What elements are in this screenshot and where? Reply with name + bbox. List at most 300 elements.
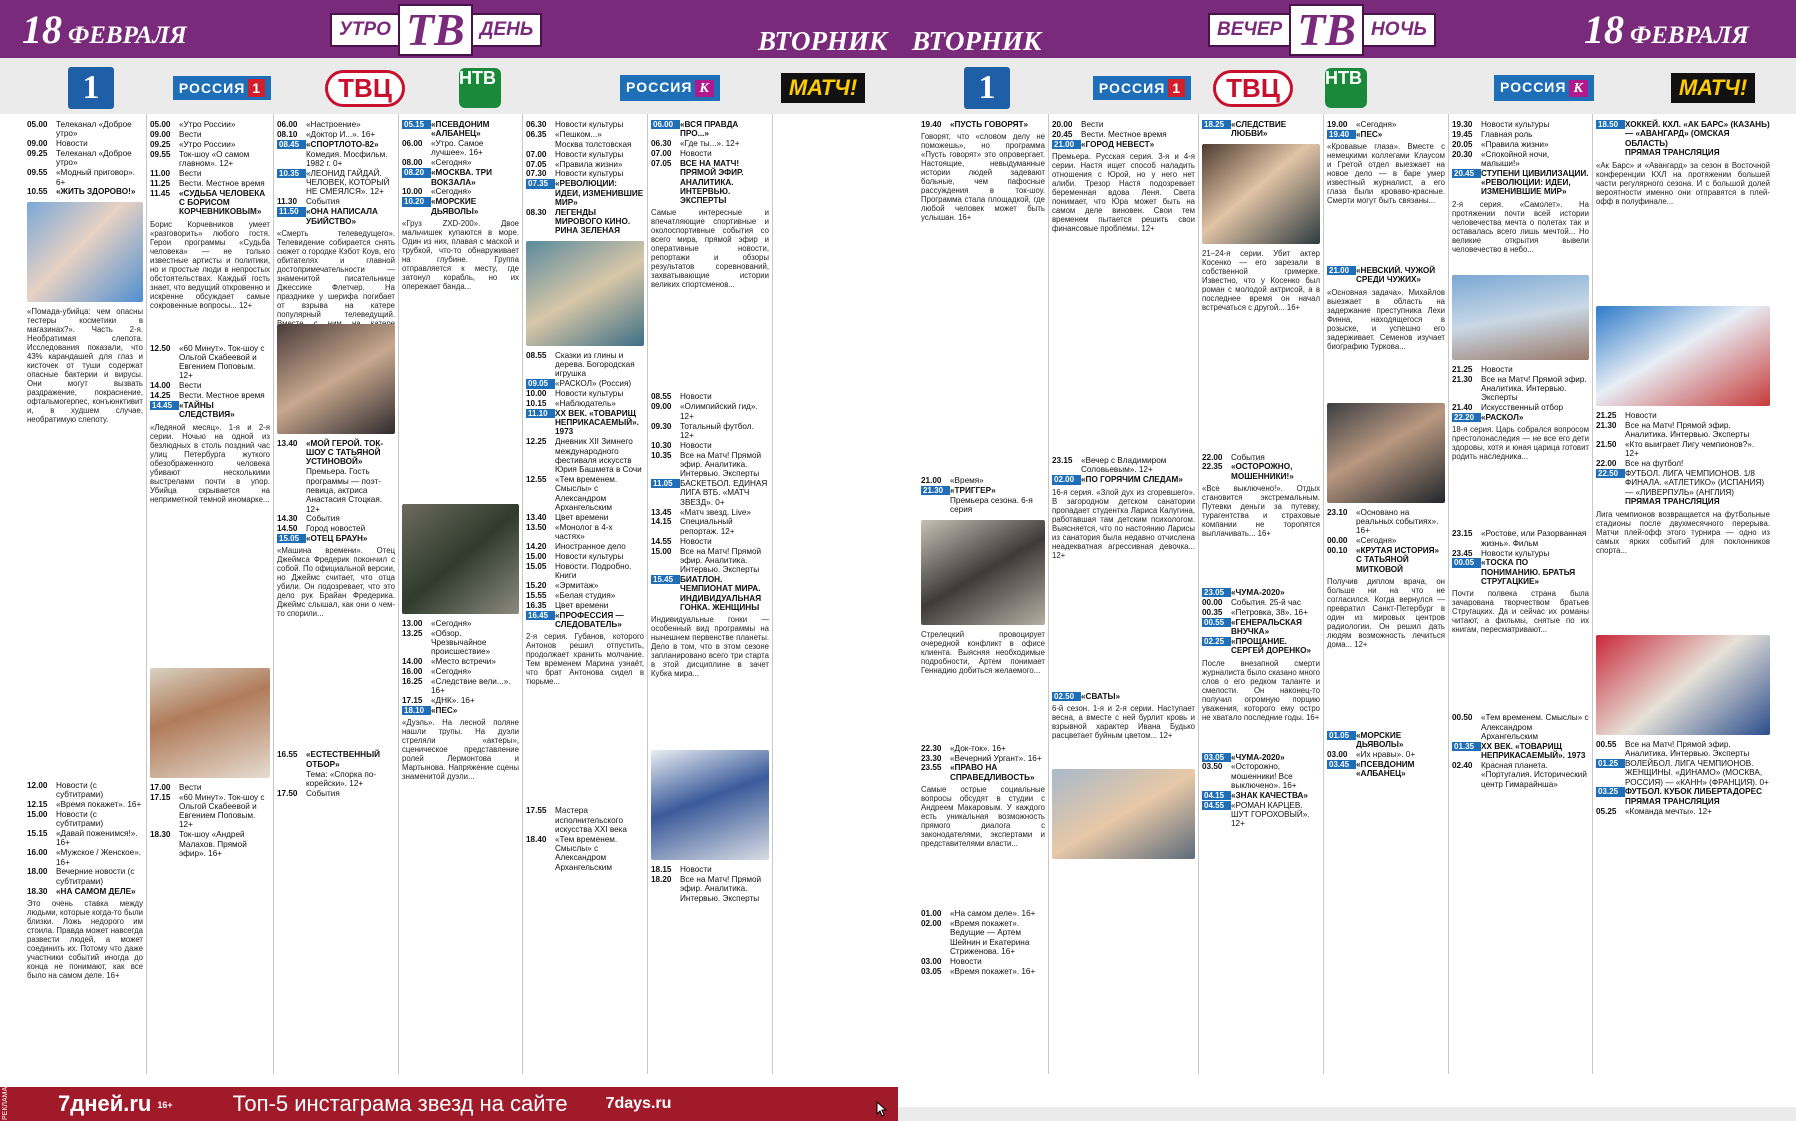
program-row [277,439,395,467]
program-title: «ПЕС» [1356,129,1383,139]
program-title: Все на Матч! Прямой эфир. Аналитика. Интервью. Эксперты [1481,374,1587,403]
program-row [1452,120,1589,129]
program-time: 06.00 [277,120,298,129]
program-time: 02.40 [1452,760,1473,770]
program-title: Специальный репортаж. 12+ [680,517,735,536]
program-time: 23.15 [1052,456,1073,466]
program-time: 21.40 [1452,403,1473,413]
program-title: «ПУСТЬ ГОВОРЯТ» [950,120,1029,129]
program-title: «Спокойной ночи, малыши!» [1481,149,1550,168]
program-time: 01.35 [1452,742,1481,751]
program-time: 10.15 [526,398,547,408]
program-title: Красная планета. «Португалия. Исторический центр Гимарайнша» [1481,760,1587,789]
program-title: Премьера. Гость программы — поэт-певица, актриса Анастасия Стоцкая. 12+ [306,467,383,514]
program-description: Индивидуальные гонки — особенный вид программы на нынешнем первенстве планеты. Дело в том, что в этом сезоне запланировано всего три старта в этой дисциплине в зачет Кубка мира... [651,615,769,679]
program-title: События [306,197,340,207]
day-of-week: ВТОРНИК [912,26,1042,56]
program-row [1202,753,1320,762]
program-time: 13.40 [277,438,298,448]
program-row [150,130,270,139]
program-title: Все на Матч! Прямой эфир. Аналитика. Интервью. Эксперты [680,875,762,903]
program-row [526,552,644,561]
program-title: «РАСКОЛ» (Россия) [555,379,632,389]
program-title: Новости [680,392,712,402]
program-row [651,451,769,479]
program-description: «Дуэль». На лесной поляне нашли трупы. На дуэли стреляли «актеры», сценическое представление ролей Лермонтова и Мартынова. Напряжение сцены знаменитой дуэли... [402,718,519,782]
program-title: «ПРОФЕССИЯ — СЛЕДОВАТЕЛЬ» [555,610,624,629]
program-row [526,542,644,551]
program-time: 10.30 [651,440,672,450]
program-title: Мастера исполнительского искусства ХХI века [555,806,627,834]
program-row [1452,742,1589,761]
program-row [1327,130,1445,139]
program-row [277,197,395,206]
program-title: Тема: «Спорка по-корейски». 12+ [306,769,377,788]
program-time: 00.00 [1202,597,1223,607]
program-row [921,486,1045,495]
program-time: 01.25 [1596,759,1625,768]
program-row [651,149,769,158]
program-time: 12.50 [150,343,171,353]
program-time: 15.20 [526,580,547,590]
program-row [651,392,769,401]
program-time: 08.55 [651,392,672,402]
program-time: 00.10 [1327,546,1348,556]
program-row [1202,453,1320,462]
program-row [402,158,519,167]
program-time: 21.30 [921,486,950,495]
program-title: «Время покажет». Ведущие — Артем Шейнин и Екатерина Стриженова. 16+ [950,918,1030,956]
program-title: «На самом деле». 16+ [950,909,1036,919]
program-title: Комедия. Мосфильм. 1982 г. 0+ [306,149,388,168]
program-title: «Правила жизни» [555,159,623,169]
program-row [150,344,270,381]
program-row [526,611,644,630]
program-title: ВОЛЕЙБОЛ. ЛИГА ЧЕМПИОНОВ. ЖЕНЩИНЫ. «ДИНАМО» (МОСКВА, РОССИЯ) — «КАНН» (ФРАНЦИЯ). 0+ [1625,758,1769,787]
program-title: Дневник ХII Зимнего международного фестиваля искусств Юрия Башмета в Сочи [555,437,642,475]
program-description: Самые интересные и впечатляющие спортивные и околоспортивные события со всего мира, прямой эфир и оперативные новости, репортажи и обзоры результатов соревнований, захватывающие истории великих спортсменов... [651,208,769,290]
program-row [150,793,270,830]
channel-logo-ntv: НТВ [450,68,510,108]
program-title: «Вечерний Ургант». 16+ [950,753,1042,763]
program-time: 14.30 [277,514,298,524]
channel-logo-1tv: 1 [962,68,1012,108]
program-time: 06.30 [526,120,547,129]
program-time: 08.45 [277,140,306,149]
page-right [898,0,1796,1121]
program-title: «Мужское / Женское». 16+ [56,848,142,867]
program-row [526,389,644,398]
footer-link[interactable]: 7days.ru [605,1095,672,1112]
program-row [1452,713,1589,741]
program-time: 00.50 [1452,713,1473,723]
program-time: 14.50 [277,524,298,534]
logo-word-left: УТРО [330,13,400,47]
channel-logo-match: МАТЧ! [1658,68,1768,108]
program-time: 13.25 [402,628,423,638]
program-row [277,514,395,523]
program-description: 6-й сезон. 1-я и 2-я серии. Наступает весна, а вместе с ней бурлит кровь и взрывной характер Ивана Будько расцветает буйным цветом... 12+ [1052,703,1195,740]
program-row [651,547,769,575]
program-row [1202,598,1320,607]
program-time: 05.25 [1596,807,1617,817]
program-row [651,139,769,148]
program-time: 16.55 [277,750,298,760]
program-row [27,829,143,848]
schedule-column-1tv [24,120,146,1070]
program-time: 15.05 [277,534,306,543]
program-title: Вести [179,381,202,391]
program-description: «Помада-убийца: чем опасны тестеры косметики в магазинах?». Часть 2-я. Необратимая слепота. Исследования показали, что 43% карандашей для глаз и кисточек от туши содержат опасные бактерии и вирусы. Они могут вызвать раздражение, покраснение, офтальмогерпес, конъюнктивит и, в худшем случае, необратимую слепоту. [27,306,143,424]
schedule-column-match [1593,120,1773,1070]
program-row [402,629,519,657]
program-row [150,179,270,188]
program-row [651,479,769,507]
program-title: ВСЕ НА МАТЧ! ПРЯМОЙ ЭФИР. АНАЛИТИКА. ИНТЕРВЬЮ. ЭКСПЕРТЫ [680,158,744,206]
program-time: 07.00 [526,149,547,159]
program-time: 16.25 [402,677,423,687]
program-row [1327,508,1445,536]
program-description: Получив диплом врача, он больше ни на что не согласился. Когда вернулся — превратил Санкт-Петербург в один из мировых центров радиологии. Он решил дать людям возможность лечиться дома... 12+ [1327,577,1445,650]
program-time: 20.05 [1452,139,1473,149]
program-title: «Петровка, 38». 16+ [1231,607,1308,617]
logo-word-right: ДЕНЬ [471,13,543,47]
program-title: «Сегодня» [1356,536,1397,546]
program-title: События [306,514,340,524]
program-title: ПРЯМАЯ ТРАНСЛЯЦИЯ [1625,497,1720,507]
program-row [921,919,1045,956]
program-title: «Их нравы». 0+ [1356,750,1416,760]
program-row [651,508,769,517]
program-time: 18.10 [402,706,431,715]
program-row [27,848,143,867]
program-title: Новости культуры [555,389,624,399]
program-row [526,562,644,581]
program-time: 08.00 [402,158,423,168]
program-row [27,781,143,800]
program-time: 03.05 [1202,753,1231,762]
program-time: 07.00 [651,149,672,159]
program-description: «Ледяной месяц». 1-я и 2-я серии. Ночью на одной из безлюдных в столь поздний час улиц Петербурга жуткого обезображенного человека убивают несколькими выстрелами почти в упор. Убийца скрывается на неприметной темной иномарке... [150,422,270,504]
program-time: 11.50 [277,207,306,216]
header-date [22,6,187,53]
photo-program [1202,144,1320,244]
program-row [402,168,519,187]
program-title: «ГОРОД НЕВЕСТ» [1081,139,1155,149]
program-description: 16-я серия. «Злой дух из сгоревшего». В загородном детском санатории пропадает студентка Лариса Калугина, работавшая там детским психологом. Выясняется, что по настоянию Ларисы из санатория была недавно отчислена неадекватная агрессивная девочка... 12+ [1052,487,1195,560]
program-time: 12.55 [526,475,547,485]
program-title: «Утро. Самое лучшее». 16+ [431,139,484,158]
channel-logo-tvc: ТВЦ [320,68,410,108]
program-row [526,601,644,610]
program-description: «Все выключено!». Отдых становится экстремальным. Путевки деньги за путевку, турагентства и страховые компании не торопятся выплачивать... 16+ [1202,484,1320,539]
program-row [1596,759,1770,787]
program-title: «СЛЕДСТВИЕ ЛЮБВИ» [1231,120,1287,139]
program-time: 07.05 [526,159,547,169]
program-row [1202,120,1320,139]
program-row [1052,130,1195,139]
program-title: «МОРСКИЕ ДЬЯВОЛЫ» [1356,731,1404,750]
program-description: Борис Корчевников умеет «разговорить» любого гостя. Герои программы «Судьба человека» — не только известные артисты и политики, но и простые люди в непростых обстоятельствах. Каждый гость знает, что ведущий откровенно и искренне обсуждает самые сокровенные вопросы... 12+ [150,219,270,310]
program-title: Вести [1081,120,1104,129]
program-row [277,750,395,769]
program-time: 02.00 [921,918,942,928]
program-description: «Груз ZXD-200». Двое мальчишек купаются в море. Один из них, плавая с маской и трубкой, что-то обнаруживает на глубине. Группа отправляется к месту, где затонул корабль, но их опережает банда... [402,218,519,291]
program-title: Вести [179,168,202,178]
program-title: Искусственный отбор [1481,403,1564,413]
program-time: 21.25 [1596,410,1617,420]
program-title: «Основано на реальных событиях». 16+ [1356,507,1439,536]
program-time: 14.20 [526,542,547,551]
program-title: Тотальный футбол. 12+ [680,421,754,440]
program-row [526,150,644,159]
program-time: 00.55 [1596,739,1617,749]
program-row [150,830,270,858]
program-title: «60 Минут». Ток-шоу с Ольгой Скабеевой и Евгением Поповым. 12+ [179,343,265,381]
program-row [1452,169,1589,197]
program-title: Город новостей [306,524,366,534]
photo-program [1452,275,1589,360]
program-title: «ПРОЩАНИЕ. СЕРГЕЙ ДОРЕНКО» [1231,636,1312,656]
program-row [150,783,270,792]
program-time: 11.45 [150,188,171,198]
program-row [526,160,644,169]
program-title: «МОРСКИЕ ДЬЯВОЛЫ» [431,197,479,216]
program-time: 14.15 [651,517,672,527]
program-row [277,770,395,789]
program-title: «Правила жизни» [1481,139,1549,149]
program-row [526,409,644,437]
program-time: 19.40 [921,120,942,129]
program-title: Новости [950,956,982,966]
program-row [402,120,519,139]
program-time: 02.50 [1052,692,1081,701]
program-description: 21–24-я серии. Убит актер Косенко — его зарезали в собственной гримерке. Известно, что у Косенко был роман с молодой актрисой, а в последнее время он начал встречаться с другой... 16+ [1202,248,1320,312]
program-row [526,523,644,542]
program-time: 05.00 [27,120,48,129]
program-time: 00.05 [1452,558,1481,567]
program-row [651,422,769,441]
program-time: 20.45 [1452,169,1481,178]
program-row [651,159,769,205]
footer-ad-banner[interactable] [0,1087,898,1121]
program-row [277,467,395,513]
program-time: 09.55 [27,168,48,178]
program-row [150,401,270,420]
channel-logo-ntv: НТВ [1316,68,1376,108]
program-time: 08.20 [402,168,431,177]
program-title: Новости культуры [1481,548,1550,558]
logo-word-right: НОЧЬ [1362,13,1436,47]
program-time: 08.10 [277,129,298,139]
program-time: 14.00 [402,657,423,667]
program-row [1596,807,1770,816]
program-row [1052,475,1195,484]
program-time: 13.40 [526,512,547,522]
program-title: «РОМАН КАРЦЕВ. ШУТ ГОРОХОВЫЙ». 12+ [1231,800,1310,829]
program-time: 23.55 [921,763,942,773]
program-row [1202,637,1320,656]
program-title: События [1231,452,1265,462]
program-time: 07.30 [526,169,547,179]
program-time: 08.30 [526,207,547,217]
program-row [1327,120,1445,129]
program-title: «Вечер с Владимиром Соловьевым». 12+ [1081,456,1167,475]
program-title: «ПЕС» [431,706,458,716]
program-title: ПРЯМАЯ ТРАНСЛЯЦИЯ [1625,148,1720,158]
program-time: 21.00 [921,476,942,486]
program-title: «Сегодня» [431,618,472,628]
schedule-column-russiak [1449,120,1592,1070]
program-description: Премьера. Русская серия. 3-я и 4-я серии. Настя ищет способ наладить отношения с Юрой, но у него нет алиби. Трезор Настя подозревает беременная вдова Леня. Света понимает, что Юра может быть на самом деле виновен. Свои тем временем пытается решить свои финансовые проблемы. 12+ [1052,152,1195,234]
program-title: «МОЙ ГЕРОЙ. ТОК-ШОУ С ТАТЬЯНОЙ УСТИНОВОЙ» [306,438,384,467]
program-title: Новости [56,139,88,149]
program-row [526,475,644,512]
program-title: «Сегодня» [1356,120,1397,129]
program-description: «Машина времени». Отец Джеймса Фредерик покончил с собой. По официальной версии, но Джеймс считает, что отца убили. Он подозревает, что это дело рук Брайан Фредерика. Джеймс слышал, как они о чем-то спорили... [277,546,395,619]
program-row [150,381,270,390]
program-title: Новости [680,865,712,875]
program-time: 21.30 [1452,374,1473,384]
program-title: События. 25-й час [1231,597,1301,607]
program-row [150,391,270,400]
program-title: «Кто выиграет Лигу чемпионов?». 12+ [1625,439,1755,459]
logo-tv: ТВ [1289,4,1364,56]
channel-logo-1tv: 1 [66,68,116,108]
program-row [526,513,644,522]
program-time: 22.20 [1452,413,1481,422]
program-title: Новости культуры [555,169,624,179]
program-time: 09.00 [27,139,48,149]
program-title: «РЕВОЛЮЦИИ: ИДЕИ, ИЗМЕНИВШИЕ МИР» [555,179,644,207]
program-time: 11.05 [651,479,680,488]
program-title: Цвет времени [555,600,609,610]
program-time: 00.55 [1202,618,1231,627]
program-time: 15.05 [526,561,547,571]
program-title: Вести. Местное время [179,178,265,188]
program-time: 21.30 [1596,420,1617,430]
program-time: 11.30 [277,197,298,207]
footer-site: 7дней.ru 16+ [58,1091,173,1116]
program-row [651,402,769,421]
program-row [277,534,395,543]
date-month: ФЕВРАЛЯ [68,22,187,49]
program-row [402,197,519,216]
program-row [921,476,1045,485]
program-row [1052,140,1195,149]
program-title: «ЗНАК КАЧЕСТВА» [1231,790,1308,800]
program-title: «ЛЕОНИД ГАЙДАЙ. ЧЕЛОВЕК, КОТОРЫЙ НЕ СМЕЯЛСЯ». 12+ [306,168,390,197]
program-title: Вечерние новости (с субтитрами) [56,867,135,886]
program-title: «Давай поженимся!». 16+ [56,829,138,848]
date-number: 18 [22,7,62,52]
pointer-cursor-icon [876,1101,888,1117]
photo-program [651,750,769,860]
program-title: ФУТБОЛ. КУБОК ЛИБЕРТАДОРЕС [1625,787,1762,797]
program-time: 22.00 [1596,459,1617,469]
program-time: 02.25 [1202,637,1231,646]
program-row [1452,413,1589,422]
program-time: 15.00 [27,809,48,819]
program-row [1052,120,1195,129]
program-time: 09.30 [651,421,672,431]
program-row [1452,365,1589,374]
program-title: «Наблюдатель» [555,398,616,408]
program-time: 16.00 [27,848,48,858]
day-of-week: ВТОРНИК [758,26,888,56]
program-row [277,140,395,149]
program-row [150,140,270,149]
program-row [402,696,519,705]
program-time: 21.00 [1327,266,1356,275]
program-row [1596,469,1770,497]
program-row [921,957,1045,966]
program-title: «ОТЕЦ БРАУН» [306,534,368,544]
program-description: Это очень ставка между людьми, которые когда-то были близки. Ложь недорого им стоила. Правда может навсегда развести людей, а может соединить их. Потому что даже участники событий иногда до конца не понимают, как все было на самом деле. 16+ [27,898,143,980]
program-title: Сказки из глины и дерева. Богородская игрушка [555,350,635,379]
program-title: СТУПЕНИ ЦИВИЛИЗАЦИИ. «РЕВОЛЮЦИИ: ИДЕИ, ИЗМЕНИВШИЕ МИР» [1481,168,1589,197]
program-row [1202,462,1320,481]
program-time: 18.40 [526,834,547,844]
program-row [1452,140,1589,149]
program-title: «ОНА НАПИСАЛА УБИЙСТВО» [306,207,378,226]
program-title: Вести [179,129,202,139]
program-time: 16.35 [526,600,547,610]
program-title: Цвет времени [555,512,609,522]
program-title: «ЖИТЬ ЗДОРОВО!» [56,187,136,197]
program-time: 00.35 [1202,607,1223,617]
program-title: «СВАТЫ» [1081,691,1121,701]
program-row [277,130,395,139]
program-time: 14.55 [651,536,672,546]
program-row [27,810,143,829]
channel-bar [0,58,898,114]
program-title: «ВСЯ ПРАВДА ПРО...» [680,120,739,139]
program-row [277,207,395,226]
program-title: «Тем временем. Смыслы» с Александром Архангельским [555,834,618,872]
program-row [1596,148,1770,157]
program-time: 10.00 [526,389,547,399]
program-time: 12.25 [526,437,547,447]
program-row [651,865,769,874]
program-title: «ПСЕВДОНИМ «АЛБАНЕЦ» [431,120,490,139]
program-time: 07.05 [651,158,672,168]
program-title: «Осторожно, мошенники! Все выключено». 16+ [1231,762,1297,791]
program-title: Ток-шоу «О самом главном». 12+ [179,149,250,168]
program-time: 10.00 [402,187,423,197]
program-title: «ГЕНЕРАЛЬСКАЯ ВНУЧКА» [1231,617,1302,637]
program-title: «СУДЬБА ЧЕЛОВЕКА С БОРИСОМ КОРЧЕВНИКОВЫМ» [179,188,266,217]
program-row [27,149,143,168]
program-time: 03.25 [1596,787,1625,796]
program-title: «ПСЕВДОНИМ «АЛБАНЕЦ» [1356,760,1415,779]
program-row [1596,421,1770,440]
program-time: 18.20 [651,875,672,885]
program-row [150,169,270,178]
program-time: 11.10 [526,409,555,418]
logo-tv: ТВ [398,4,473,56]
date-number: 18 [1584,7,1624,52]
program-title: «Утро России» [179,120,236,129]
program-title: Телеканал «Доброе утро» [56,149,132,168]
program-time: 03.00 [1327,750,1348,760]
program-time: 18.15 [651,865,672,875]
program-title: «СПОРТЛОТО-82» [306,139,379,149]
program-title: «Доктор И...». 16+ [306,129,376,139]
program-row [526,208,644,236]
program-time: 18.00 [27,867,48,877]
program-row [651,517,769,536]
